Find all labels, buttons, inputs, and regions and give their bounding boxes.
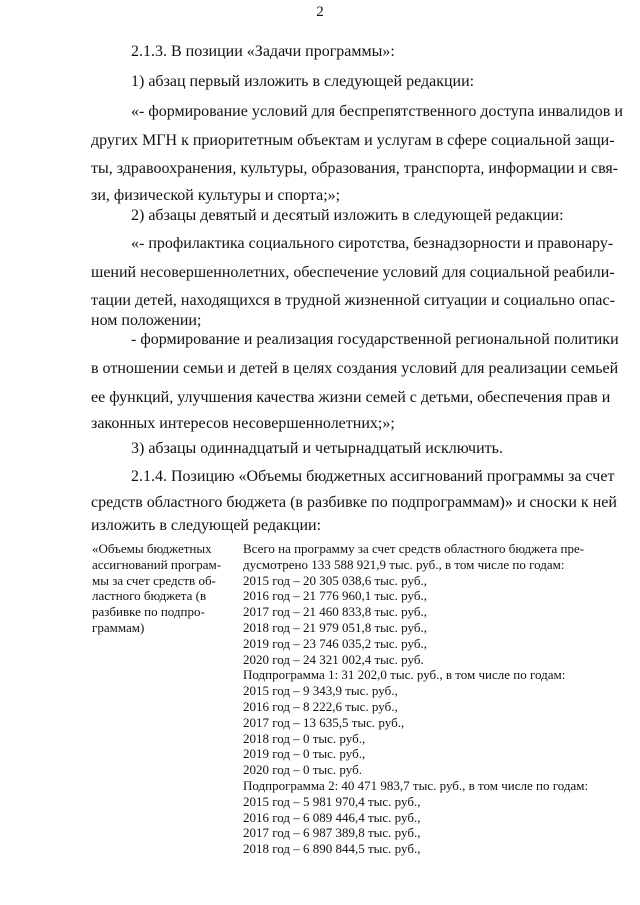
table-right-cell (243, 541, 590, 857)
paragraph-line: 2.1.3. В позиции «Задачи программы»: (131, 43, 395, 60)
paragraph-line: 1) абзац первый изложить в следующей редакции: (131, 73, 475, 90)
paragraph-line: ее функций, улучшения качества жизни семей с детьми, обеспечения прав и (91, 389, 611, 406)
table-right-line: дусмотрено 133 588 921,9 тыс. руб., в том числе по годам: (243, 556, 565, 572)
paragraph-line: законных интересов несовершеннолетних;»; (91, 415, 395, 432)
paragraph-line: «- формирование условий для беспрепятственного доступа инвалидов и (131, 103, 623, 120)
paragraph-line: в отношении семьи и детей в целях создания условий для реализации семьей (91, 360, 619, 377)
table-right-line: Подпрограмма 1: 31 202,0 тыс. руб., в том числе по годам: (243, 667, 566, 683)
paragraph-line: 2.1.4. Позицию «Объемы бюджетных ассигнований программы за счет (131, 468, 615, 485)
table-right-line: 2018 год – 21 979 051,8 тыс. руб., (243, 619, 427, 635)
table-right-line: 2018 год – 6 890 844,5 тыс. руб., (243, 841, 421, 857)
paragraph-line: других МГН к приоритетным объектам и услугам в сфере социальной защи- (91, 132, 615, 149)
table-left-line: граммам) (92, 619, 145, 635)
table-right-line: 2016 год – 8 222,6 тыс. руб., (243, 698, 398, 714)
paragraph-line: ном положении; (91, 312, 202, 329)
table-right-line: 2019 год – 23 746 035,2 тыс. руб., (243, 635, 427, 651)
table-right-line: 2016 год – 21 776 960,1 тыс. руб., (243, 588, 427, 604)
table-right-line: 2017 год – 6 987 389,8 тыс. руб., (243, 825, 421, 841)
paragraph-line: зи, физической культуры и спорта;»; (91, 187, 341, 204)
paragraph-line: средств областного бюджета (в разбивке по подпрограммам)» и сноски к ней (91, 494, 617, 511)
paragraph-line: ты, здравоохранения, культуры, образования, транспорта, информации и свя- (91, 160, 619, 177)
table-right-line: 2018 год – 0 тыс. руб., (243, 730, 366, 746)
paragraph-line: изложить в следующей редакции: (91, 517, 322, 534)
paragraph-line: шений несовершеннолетних, обеспечение условий для социальной реабили- (91, 264, 615, 281)
table-right-line: Подпрограмма 2: 40 471 983,7 тыс. руб., в том числе по годам: (243, 777, 589, 793)
paragraph-line: - формирование и реализация государственной региональной политики (131, 331, 619, 348)
table-left-line: разбивке по подпро- (92, 604, 205, 620)
table-right-line: 2015 год – 20 305 038,6 тыс. руб., (243, 572, 427, 588)
paragraph-line: «- профилактика социального сиротства, безнадзорности и правонару- (131, 235, 614, 252)
table-right-line: 2015 год – 5 981 970,4 тыс. руб., (243, 793, 421, 809)
table-left-line: ассигнований програм- (92, 556, 222, 572)
table-left-line: «Объемы бюджетных (92, 541, 212, 556)
table-right-line: 2015 год – 9 343,9 тыс. руб., (243, 683, 398, 699)
table-right-line: 2017 год – 21 460 833,8 тыс. руб., (243, 604, 427, 620)
table-right-line: 2016 год – 6 089 446,4 тыс. руб., (243, 809, 421, 825)
paragraph-line: тации детей, находящихся в трудной жизненной ситуации и социально опас- (91, 292, 615, 309)
table-left-cell (92, 541, 229, 636)
page-number: 2 (316, 4, 324, 20)
table-left-line: ластного бюджета (в (92, 588, 207, 604)
paragraph-line: 2) абзацы девятый и десятый изложить в следующей редакции: (131, 207, 564, 224)
table-right-line: 2019 год – 0 тыс. руб., (243, 746, 366, 762)
table-right-line: Всего на программу за счет средств областного бюджета пре- (243, 541, 585, 556)
table-left-line: мы за счет средств об- (92, 572, 216, 588)
paragraph-line: 3) абзацы одиннадцатый и четырнадцатый исключить. (131, 440, 503, 457)
table-right-line: 2020 год – 24 321 002,4 тыс. руб. (243, 651, 424, 667)
table-right-line: 2017 год – 13 635,5 тыс. руб., (243, 714, 405, 730)
table-right-line: 2020 год – 0 тыс. руб. (243, 762, 362, 778)
